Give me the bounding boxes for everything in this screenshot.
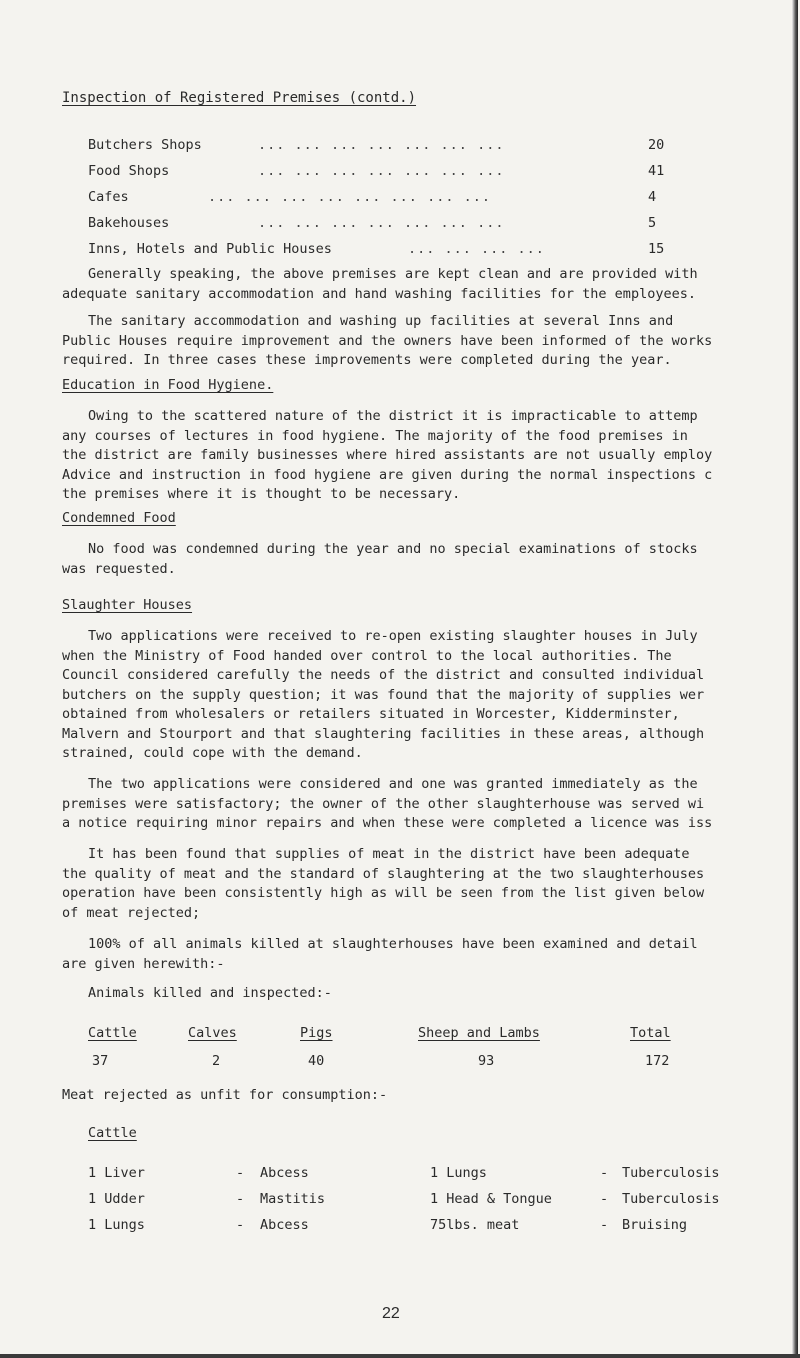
heading-education: Education in Food Hygiene.: [62, 377, 274, 393]
table-header: Sheep and Lambs: [418, 1025, 540, 1041]
dash: -: [600, 1165, 609, 1181]
heading-condemned: Condemned Food: [62, 510, 176, 526]
rejected-item: 1 Liver: [88, 1165, 145, 1181]
table-cell: 40: [308, 1053, 325, 1069]
rejected-item: 1 Lungs: [430, 1165, 487, 1181]
premises-row: [88, 163, 688, 185]
premises-row: [88, 189, 688, 211]
paragraph-slaughter-2: The two applications were considered and one was granted immediately as the premises were satisfactory; the owner of the other slaughterhouse was served wi a notice requiring minor repairs and when these were completed a licence was iss: [62, 776, 713, 831]
premises-count: 20: [648, 137, 665, 153]
paragraph-education: Owing to the scattered nature of the district it is impracticable to attemp any courses of lectures in food hygiene. The majority of the food premises in the district are family businesses where hired assistants are not usually employ Advice and instruction in food hygiene are given during the normal inspections c the premises where it is thought to be necessary.: [62, 408, 713, 502]
premises-label: Inns, Hotels and Public Houses: [88, 241, 332, 257]
premises-row: [88, 137, 688, 159]
paragraph-slaughter-3: It has been found that supplies of meat in the district have been adequate the quality of meat and the standard of slaughtering at the two slaughterhouses operation have been consistently high as will be seen from the list given below of meat rejected;: [62, 846, 705, 921]
dash: -: [600, 1191, 609, 1207]
paragraph-condemned: No food was condemned during the year and no special examinations of stocks was requested.: [62, 541, 698, 577]
rejected-reason: Tuberculosis: [622, 1191, 720, 1207]
premises-label: Bakehouses: [88, 215, 170, 231]
leader-dots: ... ... ... ... ... ... ...: [258, 137, 505, 153]
leader-dots: ... ... ... ... ... ... ... ...: [208, 189, 491, 205]
dash: -: [600, 1217, 609, 1233]
animals-heading: Animals killed and inspected:-: [88, 985, 332, 1001]
table-header: Calves: [188, 1025, 237, 1041]
rejected-reason: Abcess: [260, 1165, 309, 1181]
leader-dots: ... ... ... ... ... ... ...: [258, 215, 505, 231]
page-bottom-edge: [0, 1354, 800, 1358]
table-cell: 93: [478, 1053, 495, 1069]
rejected-item: 1 Head & Tongue: [430, 1191, 552, 1207]
premises-label: Food Shops: [88, 163, 170, 179]
page-edge-shadow: [792, 0, 798, 1358]
premises-label: Cafes: [88, 189, 129, 205]
premises-count: 4: [648, 189, 657, 205]
leader-dots: ... ... ... ...: [408, 241, 545, 257]
rejected-reason: Abcess: [260, 1217, 309, 1233]
premises-count: 5: [648, 215, 657, 231]
table-header: Cattle: [88, 1025, 137, 1041]
rejected-item: 75lbs. meat: [430, 1217, 520, 1233]
leader-dots: ... ... ... ... ... ... ...: [258, 163, 505, 179]
premises-count: 15: [648, 241, 665, 257]
premises-count: 41: [648, 163, 665, 179]
rejected-item: 1 Lungs: [88, 1217, 145, 1233]
heading-slaughter-houses: Slaughter Houses: [62, 597, 193, 613]
dash: -: [236, 1217, 245, 1233]
paragraph-slaughter-1: Two applications were received to re-open existing slaughter houses in July when the Ministry of Food handed over control to the local authorities. The Council considered carefully the needs of the district and consulted individual butchers on the supply question; it was found that the majority of supplies wer obtained from wholesalers or retailers situated in Worcester, Kidderminster, Malvern and Stourport and that slaughtering facilities in these areas, although strained, could cope with the demand.: [62, 628, 705, 761]
premises-label: Butchers Shops: [88, 137, 202, 153]
premises-row: [88, 215, 688, 237]
rejected-reason: Tuberculosis: [622, 1165, 720, 1181]
table-header: Total: [630, 1025, 671, 1041]
rejected-category: Cattle: [88, 1125, 137, 1141]
paragraph-slaughter-4: 100% of all animals killed at slaughterhouses have been examined and detail are given herewith:-: [62, 936, 698, 972]
paragraph-sanitary: The sanitary accommodation and washing up facilities at several Inns and Public Houses require improvement and the owners have been informed of the works required. In three cases these improvements were completed during the year.: [62, 313, 713, 368]
dash: -: [236, 1165, 245, 1181]
table-header: Pigs: [300, 1025, 333, 1041]
rejected-reason: Bruising: [622, 1217, 688, 1233]
rejected-reason: Mastitis: [260, 1191, 326, 1207]
dash: -: [236, 1191, 245, 1207]
page-title: Inspection of Registered Premises (contd.): [62, 90, 417, 106]
table-cell: 2: [212, 1053, 221, 1069]
rejected-heading: Meat rejected as unfit for consumption:-: [62, 1087, 388, 1103]
table-cell: 172: [645, 1053, 670, 1069]
paragraph-general: Generally speaking, the above premises are kept clean and are provided with adequate sanitary accommodation and hand washing facilities for the employees.: [62, 266, 698, 302]
rejected-item: 1 Udder: [88, 1191, 145, 1207]
table-cell: 37: [92, 1053, 109, 1069]
page-number: 22: [382, 1305, 400, 1322]
premises-row: [88, 241, 688, 263]
